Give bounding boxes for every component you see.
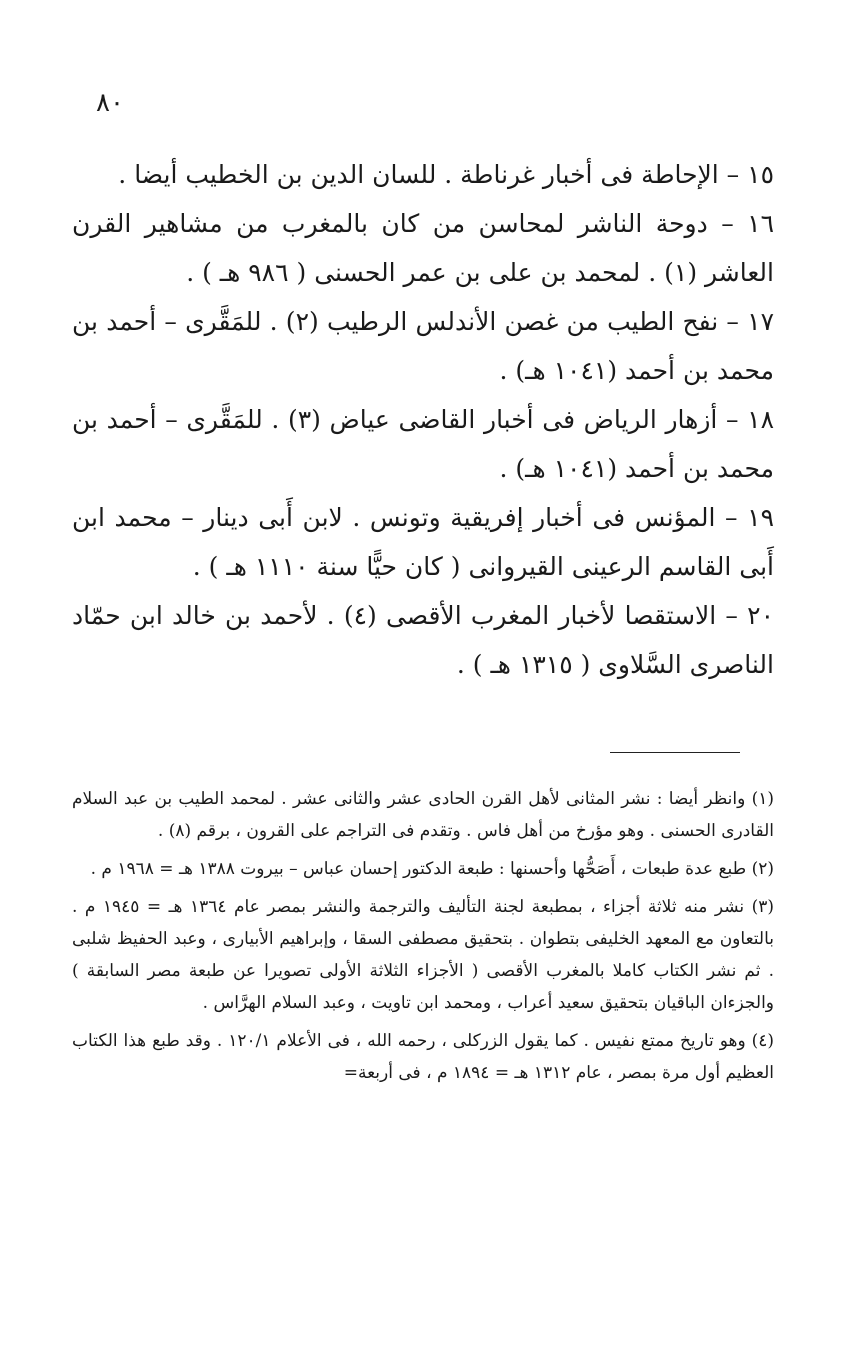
bibliography-list [72, 150, 774, 689]
footnotes [72, 783, 774, 1095]
bibliography-entry-17: ١٧ – نفح الطيب من غصن الأندلس الرطيب (٢) . للمَقَّرى – أحمد بن محمد بن أحمد (١٠٤١ هـ) . [72, 307, 774, 385]
footnote-1: (١) وانظر أيضا : نشر المثانى لأهل القرن الحادى عشر والثانى عشر . لمحمد الطيب بن عبد السلام القادرى الحسنى . وهو مؤرخ من أهل فاس . وتقدم فى التراجم على القرون ، برقم (٨) . [72, 789, 774, 841]
footnote-2: (٢) طبع عدة طبعات ، أَصَحُّها وأحسنها : طبعة الدكتور إحسان عباس – بيروت ١٣٨٨ هـ = ١٩٦٨ م . [90, 859, 774, 879]
footnote-3: (٣) نشر منه ثلاثة أجزاء ، بمطبعة لجنة التأليف والترجمة والنشر بمصر عام ١٣٦٤ هـ = ١٩٤٥ م . بالتعاون مع المعهد الخليفى بتطوان . بتحقيق مصطفى السقا ، وإبراهيم الأبيارى ، وعبد الحفيظ شلبى . ثم نشر الكتاب كاملا بالمغرب الأقصى ( الأجزاء الثلاثة الأولى تصويرا عن طبعة مصر السابقة ) والجزءان الباقيان بتحقيق سعيد أعراب ، ومحمد ابن تاويت ، وعبد السلام الهرَّاس . [72, 897, 774, 1013]
footnote-4: (٤) وهو تاريخ ممتع نفيس . كما يقول الزركلى ، رحمه الله ، فى الأعلام ١٢٠/١ . وقد طبع هذا الكتاب العظيم أول مرة بمصر ، عام ١٣١٢ هـ = ١٨٩٤ م ، فى أربعة= [72, 1031, 774, 1083]
bibliography-entry-20: ٢٠ – الاستقصا لأخبار المغرب الأقصى (٤) . لأحمد بن خالد ابن حمّاد الناصرى السَّلاوى ( ١٣١٥ هـ ) . [72, 601, 774, 679]
page-number: ٨٠ [96, 88, 124, 118]
bibliography-entry-15: ١٥ – الإحاطة فى أخبار غرناطة . للسان الدين بن الخطيب أيضا . [118, 160, 774, 189]
bibliography-entry-16: ١٦ – دوحة الناشر لمحاسن من كان بالمغرب من مشاهير القرن العاشر (١) . لمحمد بن على بن عمر الحسنى ( ٩٨٦ هـ ) . [72, 209, 774, 287]
footnote-separator [610, 752, 740, 753]
bibliography-entry-19: ١٩ – المؤنس فى أخبار إفريقية وتونس . لابن أَبى دينار – محمد ابن أَبى القاسم الرعينى القيروانى ( كان حيًّا سنة ١١١٠ هـ ) . [72, 503, 774, 581]
bibliography-entry-18: ١٨ – أزهار الرياض فى أخبار القاضى عياض (٣) . للمَقَّرى – أحمد بن محمد بن أحمد (١٠٤١ هـ) . [72, 405, 774, 483]
